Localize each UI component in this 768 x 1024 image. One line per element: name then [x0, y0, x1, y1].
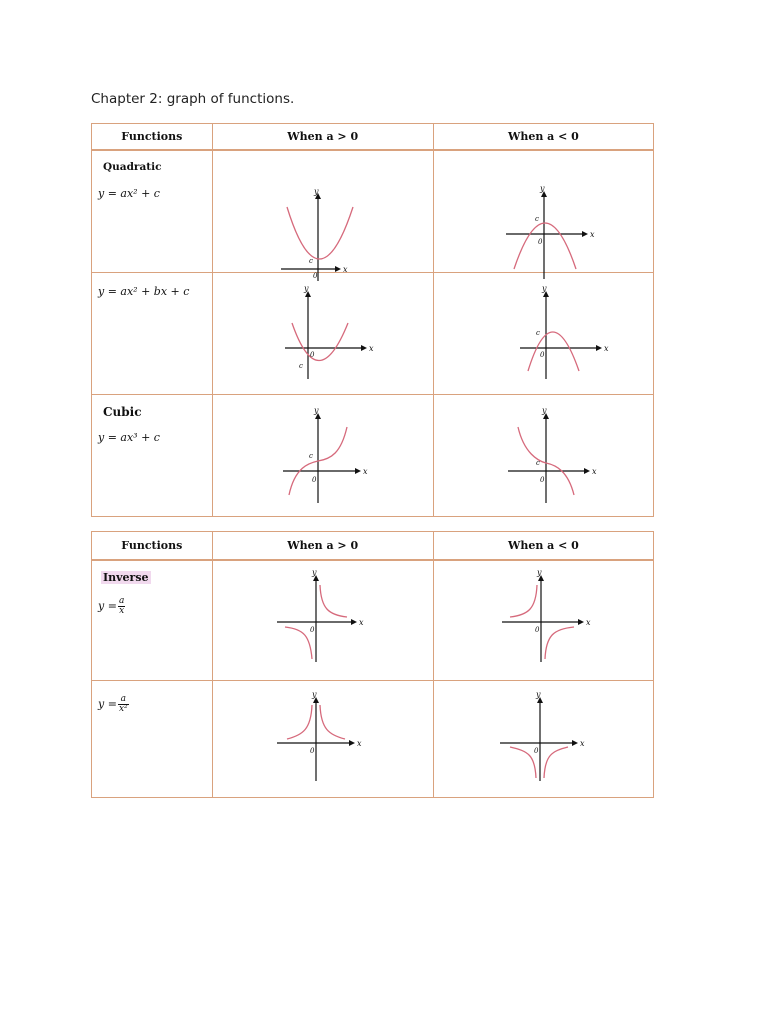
curve: [292, 323, 348, 361]
curve-left: [287, 705, 312, 739]
numerator: a: [118, 596, 125, 606]
y-label: y: [535, 690, 541, 699]
intercept-label: c: [308, 452, 313, 460]
page-heading: Chapter 2: graph of functions.: [91, 91, 295, 107]
graph-cell-a-negative: [434, 151, 653, 272]
x-label: x: [356, 739, 362, 748]
graph-inverse-a-neg: [434, 561, 654, 680]
graph-cell-a-negative: [434, 395, 653, 516]
origin-label: 0: [539, 351, 545, 359]
x-label: x: [603, 344, 609, 353]
x-label: x: [585, 618, 591, 627]
y-label: y: [311, 568, 317, 577]
curve-q4: [545, 627, 574, 659]
function-cell: [92, 273, 213, 394]
function-equation: [98, 597, 125, 616]
table-header: [92, 532, 653, 561]
origin-label: 0: [311, 476, 317, 484]
fraction: [118, 695, 129, 714]
y-label: y: [541, 284, 547, 293]
header-functions: Functions: [92, 532, 213, 559]
header-a-positive: When a > 0: [213, 532, 434, 559]
x-arrow: [349, 740, 355, 746]
functions-table-1: [91, 123, 654, 517]
origin-label: 0: [534, 626, 540, 634]
equation-lhs: y =: [98, 599, 117, 613]
x-arrow: [584, 468, 590, 474]
graph-cell-a-negative: [434, 561, 653, 680]
y-label: y: [539, 184, 545, 193]
function-equation: y = ax² + c: [98, 187, 160, 200]
graph-cell-a-negative: [434, 681, 653, 797]
x-arrow: [582, 231, 588, 237]
function-title: Cubic: [103, 405, 142, 419]
table-row-cubic: [92, 395, 653, 516]
origin-label: 0: [309, 747, 315, 755]
function-equation: y = ax² + bx + c: [98, 285, 190, 298]
denominator: x: [119, 606, 125, 616]
function-cell: [92, 395, 213, 516]
denominator: x²: [118, 704, 128, 714]
table-row-inverse: [92, 561, 653, 681]
curve-q2: [510, 585, 537, 617]
x-arrow: [361, 345, 367, 351]
equation-lhs: y =: [98, 697, 117, 711]
x-label: x: [591, 467, 597, 476]
curve-right: [544, 747, 568, 778]
graph-inverse-a-pos: [213, 561, 435, 680]
origin-label: 0: [309, 626, 315, 634]
curve-left: [510, 747, 536, 778]
x-arrow: [596, 345, 602, 351]
function-cell: [92, 151, 213, 272]
intercept-label: c: [535, 459, 540, 467]
curve-q1: [320, 585, 347, 617]
curve: [528, 332, 579, 371]
y-label: y: [313, 187, 319, 196]
x-label: x: [589, 230, 595, 239]
y-label: y: [311, 690, 317, 699]
curve: [287, 207, 353, 259]
x-label: x: [579, 739, 585, 748]
table-header: [92, 124, 653, 151]
graph-quadratic-a-neg: [434, 151, 654, 272]
graph-cell-a-positive: [213, 395, 434, 516]
y-label: y: [303, 284, 309, 293]
fraction: [118, 597, 125, 616]
table-row-inverse-square: [92, 681, 653, 797]
x-arrow: [578, 619, 584, 625]
intercept-label: c: [535, 329, 540, 337]
table-row-quadratic-general: [92, 273, 653, 395]
function-title: Quadratic: [103, 161, 162, 173]
intercept-label: c: [308, 257, 313, 265]
header-a-positive: When a > 0: [213, 124, 434, 149]
y-label: y: [313, 406, 319, 415]
y-label: y: [541, 406, 547, 415]
graph-quadratic-general-a-neg: [434, 273, 654, 394]
x-arrow: [335, 266, 341, 272]
graph-cell-a-positive: [213, 681, 434, 797]
curve-right: [320, 705, 345, 739]
curve-q3: [285, 627, 312, 659]
graph-cell-a-positive: [213, 273, 434, 394]
header-a-negative: When a < 0: [507, 539, 579, 552]
graph-quadratic-general-a-pos: [213, 273, 435, 394]
header-functions: Functions: [92, 124, 213, 149]
origin-label: 0: [309, 351, 315, 359]
y-label: y: [536, 568, 542, 577]
function-equation: y = ax³ + c: [98, 431, 160, 444]
graph-cubic-a-neg: [434, 395, 654, 515]
x-arrow: [572, 740, 578, 746]
graph-quadratic-a-pos: [213, 151, 435, 280]
curve: [514, 223, 576, 269]
origin-label: 0: [539, 476, 545, 484]
x-arrow: [351, 619, 357, 625]
graph-inverse-square-a-pos: [213, 681, 435, 796]
x-arrow: [355, 468, 361, 474]
graph-inverse-square-a-neg: [434, 681, 654, 796]
graph-cubic-a-pos: [213, 395, 435, 515]
origin-label: 0: [533, 747, 539, 755]
function-cell: [92, 681, 213, 797]
function-equation: [98, 695, 129, 714]
functions-table-2: [91, 531, 654, 798]
x-label: x: [358, 618, 364, 627]
header-a-negative: When a < 0: [507, 130, 579, 143]
x-label: x: [368, 344, 374, 353]
intercept-label: c: [298, 362, 303, 370]
graph-cell-a-positive: [213, 561, 434, 680]
x-label: x: [362, 467, 368, 476]
table-row-quadratic: [92, 151, 653, 280]
function-title: Inverse: [103, 571, 149, 584]
x-label: x: [342, 265, 348, 274]
intercept-label: c: [534, 215, 539, 223]
function-cell: [92, 561, 213, 680]
graph-cell-a-positive: [213, 151, 434, 280]
graph-cell-a-negative: [434, 273, 653, 394]
origin-label: 0: [537, 238, 543, 246]
numerator: a: [118, 695, 129, 705]
origin-label: 0: [312, 272, 318, 280]
